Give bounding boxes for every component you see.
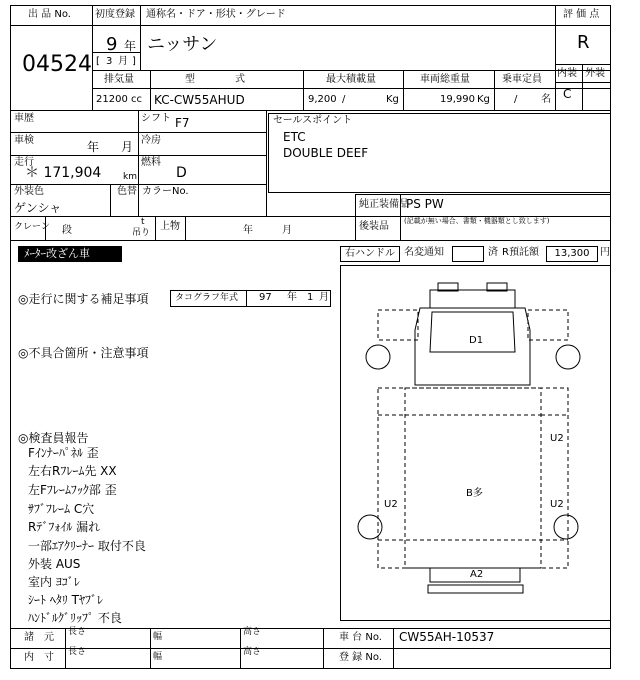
driving-notes-label: ◎走行に関する補足事項: [18, 292, 149, 306]
damage-mark-a2: A2: [470, 569, 484, 580]
exterior-color-label: 外装色: [14, 186, 44, 197]
mileage-label: 走行: [14, 157, 34, 168]
recycle-deposit-value: 13,300: [546, 246, 598, 262]
gross-weight-unit: Kg: [477, 94, 490, 105]
car-name: ニッサン: [147, 34, 218, 55]
tachograph-year-unit: 年: [287, 292, 297, 303]
sales-point-2: DOUBLE DEEF: [283, 146, 369, 160]
inspector-note: 一部ｴｱｸﾘｰﾅｰ 取付不良: [28, 539, 146, 553]
registration-month-close: ]: [132, 56, 136, 67]
max-load-value: 9,200: [308, 94, 337, 105]
interior-height-label: 高さ: [243, 647, 262, 657]
model-label: 通称名・ドア・形状・グレード: [146, 9, 286, 20]
name-change-box: [452, 246, 484, 262]
crane-suspension-label: 吊り: [132, 228, 151, 238]
inspector-note: 外装 AUS: [28, 557, 81, 571]
color-code-label: カラーNo.: [142, 186, 189, 197]
defects-label: ◎不具合箇所・注意事項: [18, 346, 149, 360]
exterior-color-value: ゲンシャ: [14, 201, 62, 215]
fuel-value: D: [176, 165, 187, 181]
exterior-label: 外装: [585, 68, 605, 79]
model-code: KC-CW55AHUD: [154, 93, 245, 107]
registration-month-open: [: [96, 56, 100, 67]
inspector-note: ｼｰﾄ ﾍﾀﾘ Tﾔﾌﾞﾚ: [28, 593, 103, 607]
gross-weight-label: 車両総重量: [420, 74, 470, 85]
tachograph-year: 97: [259, 292, 272, 303]
first-registration-label: 初度登録: [95, 9, 135, 20]
sales-points-label: セールスポイント: [273, 115, 353, 126]
model-code-label: 型 式: [185, 74, 245, 85]
score-label: 評 価 点: [563, 9, 600, 20]
meter-tampered-banner: ﾒｰﾀｰ改ざん車: [18, 246, 122, 262]
interior-score: C: [563, 87, 572, 101]
displacement-value: 21200: [96, 94, 128, 105]
inspector-note: ｻﾌﾞﾌﾚｰﾑ C穴: [28, 502, 95, 516]
inspection-year-unit: 年: [87, 140, 100, 154]
name-change-label: 名変通知: [404, 247, 444, 258]
width-label: 幅: [153, 632, 163, 642]
chassis-label: 車 台 No.: [339, 632, 382, 643]
capacity-label: 乗車定員: [502, 74, 542, 85]
chassis-number: CW55AH-10537: [399, 630, 495, 644]
overall-score: R: [577, 32, 590, 53]
inspector-note: ﾊﾝﾄﾞﾙｸﾞﾘｯﾌﾟ 不良: [28, 611, 122, 625]
registration-year: 9: [106, 34, 118, 55]
mount-label: 上物: [160, 221, 180, 232]
equipment-value: PS PW: [406, 197, 444, 211]
inspector-note: Fｲﾝﾅｰﾊﾟﾈﾙ 歪: [28, 446, 99, 460]
fuel-label: 燃料: [141, 157, 161, 168]
capacity-separator: /: [514, 94, 518, 105]
damage-mark-u2-right: U2: [550, 433, 564, 444]
inspector-note: Rﾃﾞﾌｫｲﾙ 漏れ: [28, 520, 101, 534]
sales-point-1: ETC: [283, 130, 306, 144]
steering-side: 右ハンドル: [340, 246, 400, 262]
gross-weight-value: 19,990: [440, 94, 475, 105]
lot-label: 出 品 No.: [28, 9, 71, 20]
recycle-status: 済: [488, 247, 498, 258]
recycle-deposit-label: R預託額: [502, 247, 539, 258]
interior-label: 内装: [557, 68, 577, 79]
inspector-note: 室内 ﾖｺﾞﾚ: [28, 575, 80, 589]
damage-mark-u2-left: U2: [384, 499, 398, 510]
registration-month-unit: 月: [118, 56, 128, 67]
shift-label: シフト: [141, 113, 171, 124]
dimensions-label: 諸 元: [24, 632, 54, 643]
shift-value: F7: [175, 116, 190, 130]
crane-step-label: 段: [62, 225, 72, 236]
damage-mark-d1: D1: [469, 335, 484, 346]
capacity-unit: 名: [541, 94, 551, 105]
max-load-label: 最大積載量: [326, 74, 376, 85]
crane-ton-label: t: [141, 217, 145, 227]
length-label: 長さ: [68, 627, 87, 637]
mileage-value: ＊ 171,904: [25, 165, 102, 181]
aftermarket-note: (記載が無い場合、書類・機器類とし致します): [404, 217, 550, 225]
lot-number: 04524: [22, 52, 92, 77]
inspector-report-label: ◎検査員報告: [18, 431, 89, 445]
tachograph-month-unit: 月: [319, 292, 329, 303]
mount-month-unit: 月: [282, 225, 292, 236]
inspector-note: 左右Rﾌﾚｰﾑ先 XX: [28, 464, 117, 478]
truck-diagram: [341, 266, 611, 621]
registration-number-label: 登 録 No.: [339, 652, 382, 663]
displacement-label: 排気量: [104, 74, 134, 85]
equipment-label: 純正装備品: [359, 199, 409, 210]
mount-year-unit: 年: [243, 225, 253, 236]
inspection-label: 車検: [14, 135, 34, 146]
interior-length-label: 長さ: [68, 647, 87, 657]
interior-dimensions-label: 内 寸: [24, 652, 54, 663]
height-label: 高さ: [243, 627, 262, 637]
displacement-unit: cc: [131, 94, 142, 105]
recycle-deposit-unit: 円: [600, 247, 610, 258]
interior-width-label: 幅: [153, 652, 163, 662]
damage-mark-b: B多: [466, 488, 483, 499]
ac-label: 冷房: [141, 135, 161, 146]
registration-month: 3: [106, 56, 113, 67]
tachograph-month: 1: [307, 292, 314, 303]
tachograph-label: タコグラフ年式: [175, 293, 239, 303]
inspection-month-unit: 月: [121, 140, 134, 154]
aftermarket-label: 後装品: [359, 221, 389, 232]
max-load-unit: Kg: [386, 94, 399, 105]
registration-year-unit: 年: [124, 39, 137, 53]
damage-mark-u2-right-rear: U2: [550, 499, 564, 510]
history-label: 車歴: [14, 113, 34, 124]
max-load-separator: /: [342, 94, 346, 105]
crane-label: クレーン: [14, 222, 50, 232]
inspector-note: 左Fﾌﾚｰﾑﾌｯｸ部 歪: [28, 483, 117, 497]
mileage-unit: km: [123, 172, 137, 182]
color-change-label: 色替: [117, 186, 137, 197]
